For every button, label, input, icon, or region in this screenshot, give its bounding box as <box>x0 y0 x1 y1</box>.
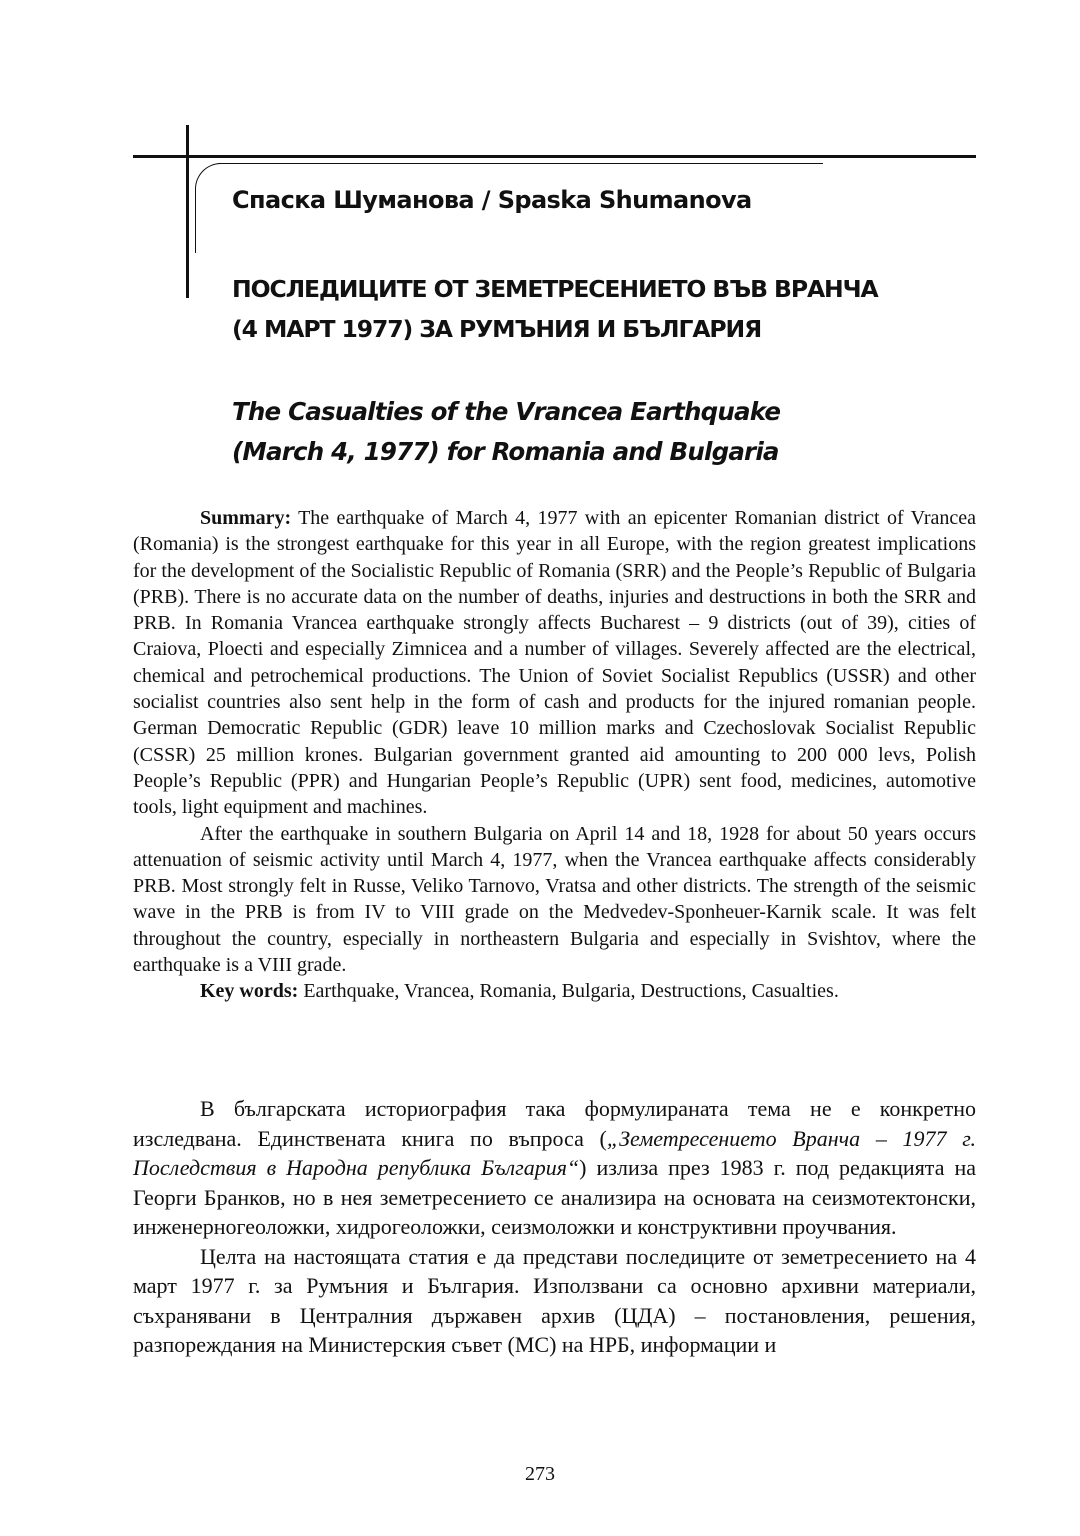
keywords-text: Earthquake, Vrancea, Romania, Bulgaria, Destructions, Casualties. <box>303 980 839 1003</box>
summary-block <box>133 505 976 1005</box>
title-bulgarian-line: ПОСЛЕДИЦИТЕ ОТ ЗЕМЕТРЕСЕНИЕТО ВЪВ ВРАНЧА <box>232 275 878 303</box>
page-number: 273 <box>525 1463 555 1485</box>
keywords-paragraph <box>133 978 976 1004</box>
summary-paragraph <box>133 505 976 821</box>
keywords-label: Key words: <box>200 980 299 1003</box>
title-english-line: (March 4, 1977) for Romania and Bulgaria <box>232 437 779 466</box>
title-english <box>232 392 992 472</box>
article-body <box>133 1094 976 1360</box>
summary-label: Summary: <box>200 507 292 529</box>
summary-paragraph <box>133 821 976 979</box>
body-paragraph <box>133 1094 976 1242</box>
header-rule-vertical <box>186 125 189 298</box>
header-rule-curve <box>195 163 221 253</box>
book-title: „Земетресението Вранча – 1977 г. Последствия в Народна република България“ <box>133 1125 976 1180</box>
header-rule-inner <box>218 163 823 164</box>
title-bulgarian-line: (4 МАРТ 1977) ЗА РУМЪНИЯ И БЪЛГАРИЯ <box>232 315 762 343</box>
summary-text: After the earthquake in southern Bulgaria on April 14 and 18, 1928 for about 50 years occurs attenuation of seismic activity until March 4, 1977, when the Vrancea earthquake affects considerably PRB. Most strongly felt in Russe, Veliko Tarnovo, Vratsa and other districts. The strength of the seismic wave in the PRB is from IV to VIII grade on the Medvedev-Sponheuer-Karnik scale. It was felt throughout the country, especially in northeastern Bulgaria and especially in Svishtov, where the earthquake is a VIII grade. <box>133 822 976 977</box>
title-bulgarian <box>232 269 992 349</box>
title-english-line: The Casualties of the Vrancea Earthquake <box>232 397 781 426</box>
body-text: В българската историография така формулираната тема не е конкретно изследвана. Единствената книга по въпроса ( <box>133 1096 976 1151</box>
header-rule-horizontal <box>133 155 976 158</box>
body-text: Целта на настоящата статия е да представи последиците от земетресението на 4 март 1977 г. за Румъния и България. Използвани са основно архивни материали, съхранявани в Централния държавен архив (ЦДА) – постановления, решения, разпореждания на Министерския съвет (МС) на НРБ, информации и <box>133 1243 976 1357</box>
author-name: Спаска Шуманова / Spaska Shumanova <box>232 186 752 214</box>
body-paragraph <box>133 1242 976 1360</box>
body-text: ) излиза през 1983 г. под редакцията на Георги Бранков, но в нея земетресението се анализира на основата на сеизмотектонски, инженерногеоложки, хидрогеоложки, сеизмоложки и конструктивни проучвания. <box>133 1155 976 1239</box>
summary-text: The earthquake of March 4, 1977 with an epicenter Romanian district of Vrancea (Romania) is the strongest earthquake for this year in all Europe, with the region greatest implications for the development of the Socialistic Republic of Romania (SRR) and the People’s Republic of Bulgaria (PRB). There is no accurate data on the number of deaths, injuries and destructions in both the SRR and PRB. In Romania Vrancea earthquake strongly affects Bucharest – 9 districts (out of 39), cities of Craiova, Ploecti and especially Zimnicea and a number of villages. Severely affected are the electrical, chemical and petrochemical productions. The Union of Soviet Socialist Republics (USSR) and other socialist countries also sent help in the form of cash and products for the injured romanian people. German Democratic Republic (GDR) leave 10 million marks and Czechoslovak Socialist Republic (CSSR) 25 million krones. Bulgarian government granted aid amounting to 200 000 levs, Polish People’s Republic (PPR) and Hungarian People’s Republic (UPR) sent food, medicines, automotive tools, light equipment and machines. <box>133 507 977 819</box>
